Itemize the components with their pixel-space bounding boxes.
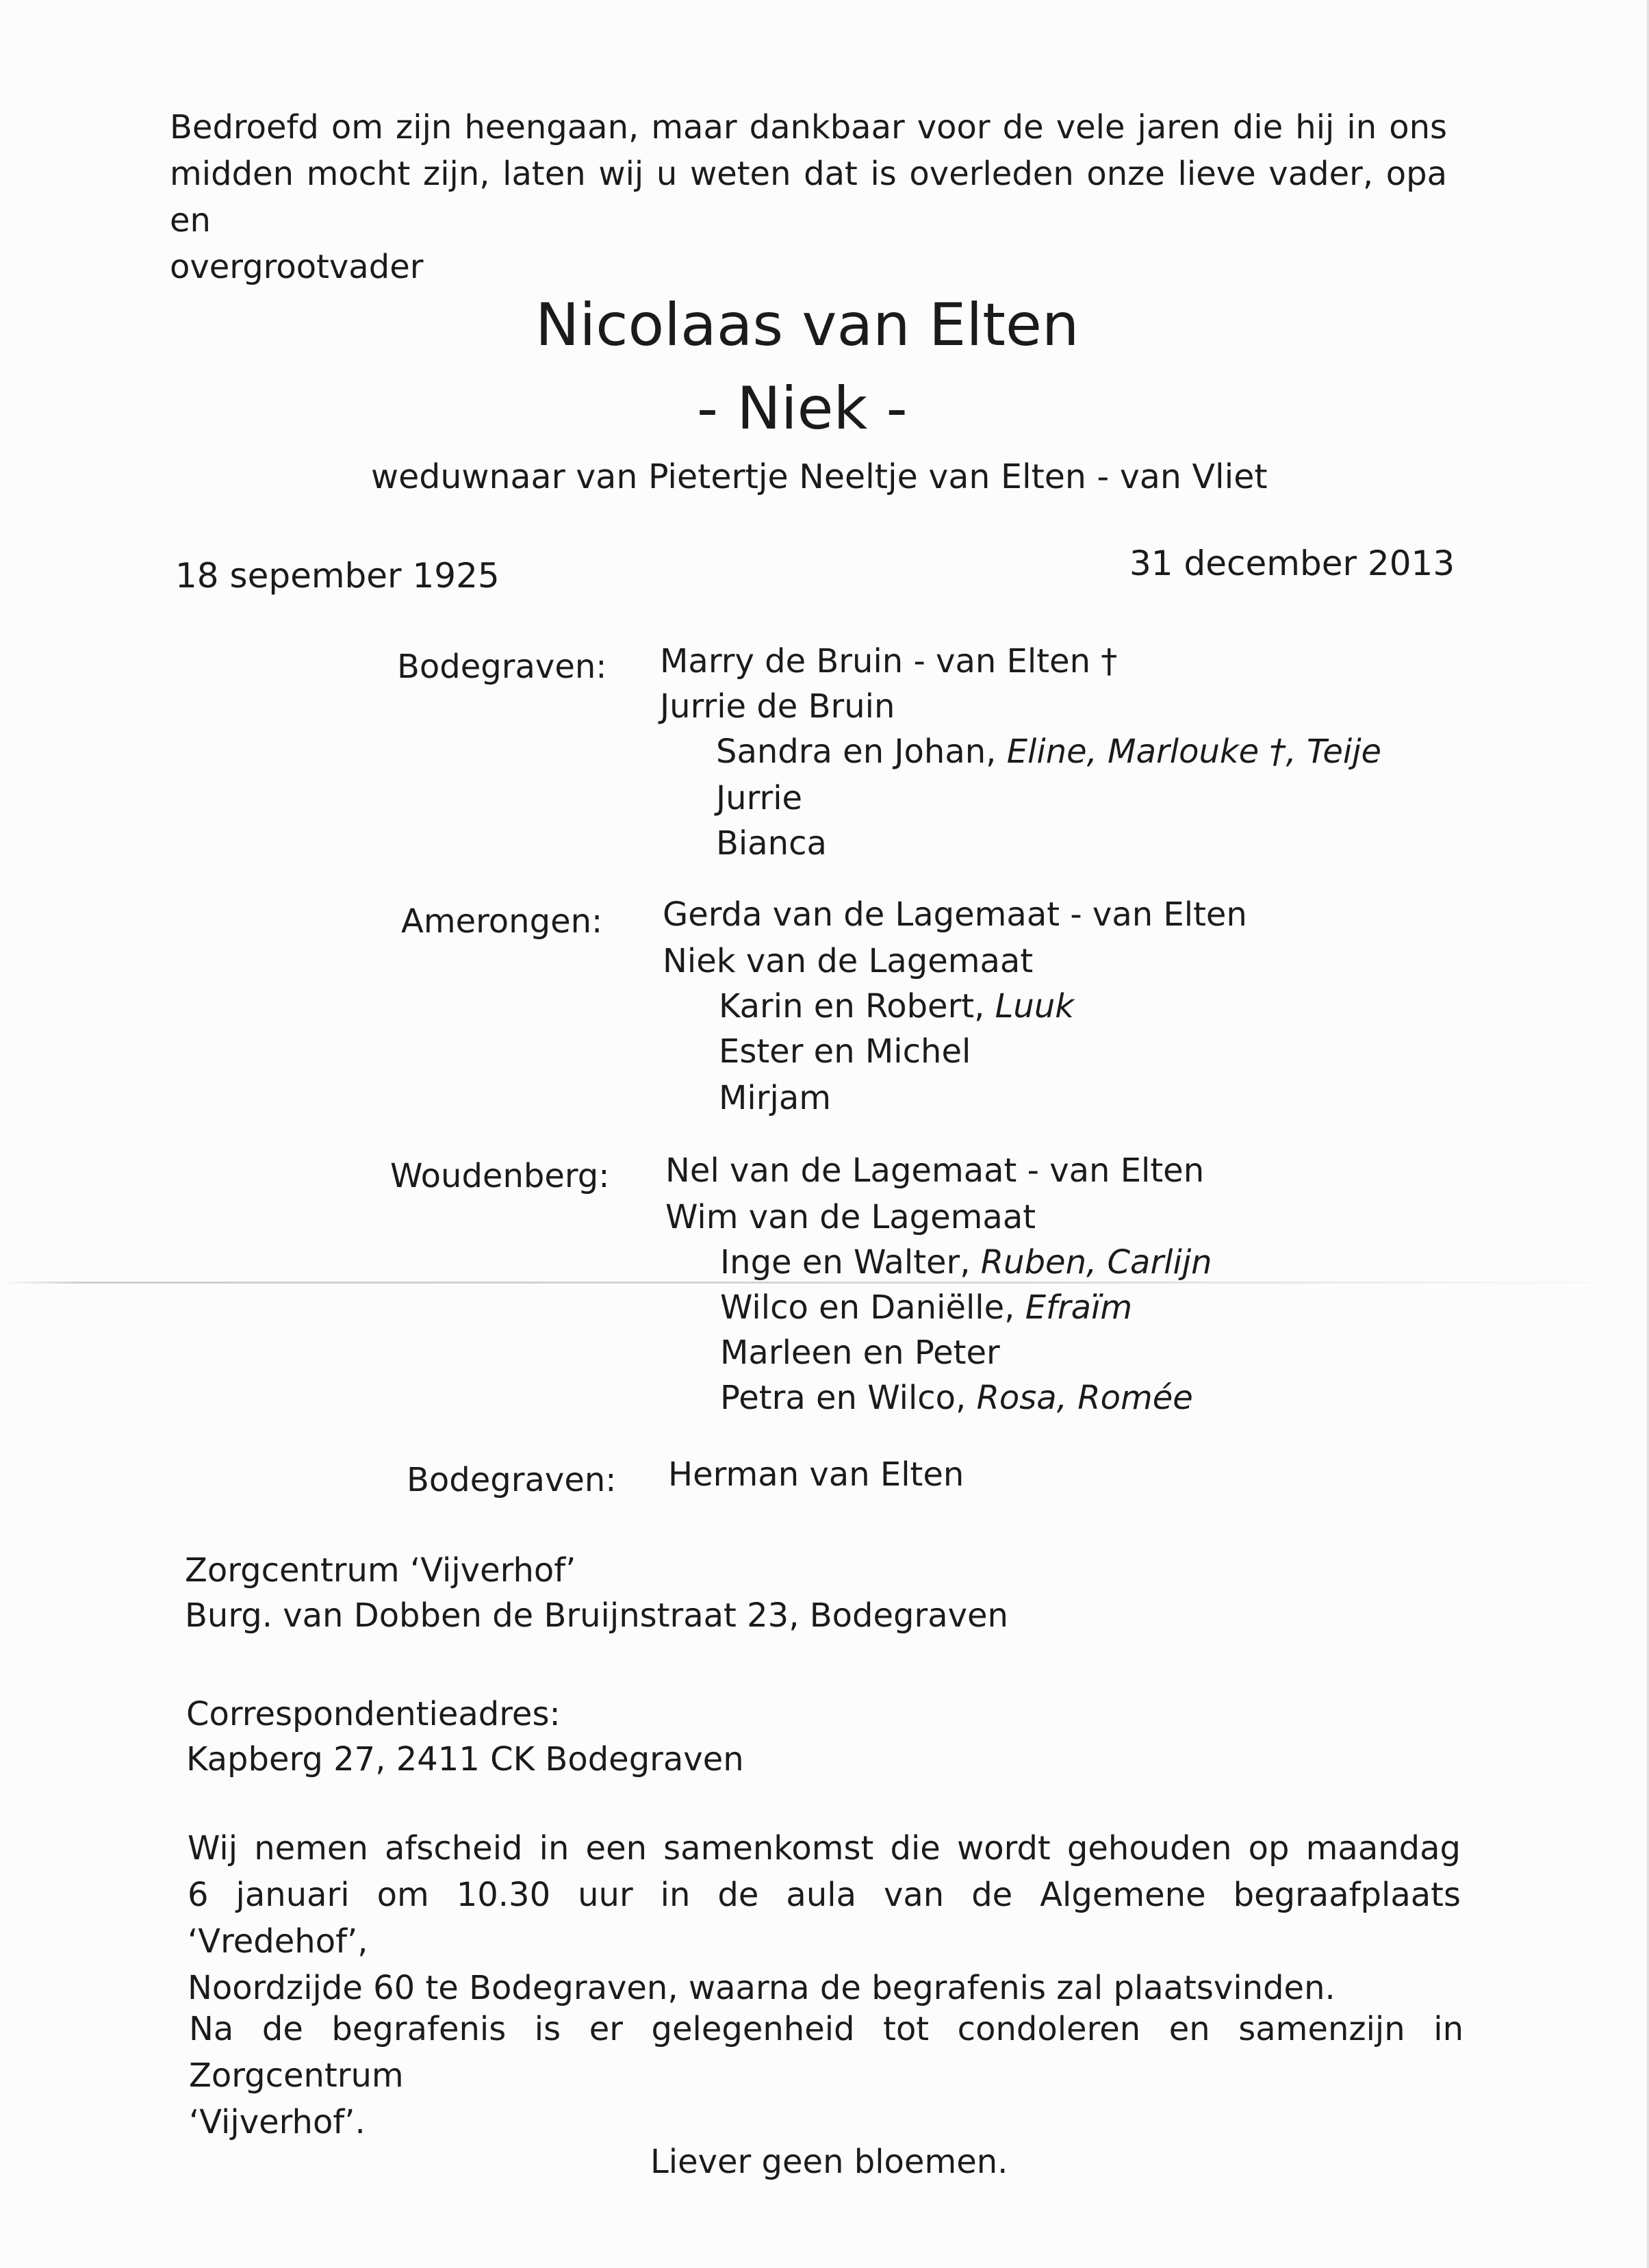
family-parent: Jurrie de Bruin [660, 687, 895, 726]
intro-line: overgrootvader [170, 248, 424, 286]
grandchildren: Ruben, Carlijn [980, 1243, 1212, 1282]
family-child [720, 1288, 1133, 1327]
child-names: Wilco en Daniëlle, [720, 1288, 1015, 1327]
family-parent: Gerda van de Lagemaat - van Elten [663, 895, 1247, 934]
grandchildren: Eline, Marlouke †, Teije [1006, 732, 1382, 771]
condolence-line: Na de begrafenis is er gelegenheid tot condoleren en samenzijn in Zorgcentrum [189, 2010, 1463, 2095]
family-parent: Nel van de Lagemaat - van Elten [665, 1151, 1205, 1190]
deceased-name: Nicolaas van Elten [535, 291, 1079, 359]
family-child: Mirjam [719, 1079, 831, 1117]
condolence-line: ‘Vijverhof’. [189, 2103, 366, 2141]
location-name: Zorgcentrum ‘Vijverhof’ [185, 1551, 576, 1590]
family-child: Jurrie [716, 779, 803, 817]
grandchildren: Rosa, Romée [976, 1379, 1193, 1417]
ceremony-line: 6 januari om 10.30 uur in de aula van de Algemene begraafplaats ‘Vredehof’, [188, 1876, 1461, 1961]
family-place: Woudenberg: [390, 1157, 610, 1195]
family-place: Amerongen: [401, 902, 603, 941]
paper-edge [1646, 0, 1649, 2268]
closing-note: Liever geen bloemen. [650, 2143, 1008, 2181]
child-names: Sandra en Johan, [716, 732, 997, 771]
family-place: Bodegraven: [407, 1461, 617, 1499]
family-parent: Marry de Bruin - van Elten † [660, 642, 1118, 680]
ceremony-paragraph [188, 1825, 1461, 2011]
family-parent: Niek van de Lagemaat [663, 942, 1034, 980]
death-date: 31 december 2013 [1129, 544, 1455, 583]
correspondence-label: Correspondentieadres: [186, 1695, 561, 1733]
family-child: Bianca [716, 824, 827, 863]
family-child [720, 1243, 1212, 1282]
paper-fold-line [0, 1282, 1649, 1284]
child-names: Karin en Robert, [719, 987, 985, 1025]
family-place: Bodegraven: [397, 648, 607, 686]
ceremony-line: Noordzijde 60 te Bodegraven, waarna de begrafenis zal plaatsvinden. [188, 1969, 1335, 2007]
birth-date: 18 sepember 1925 [175, 556, 500, 596]
grandchildren: Luuk [995, 987, 1075, 1025]
location-address: Burg. van Dobben de Bruijnstraat 23, Bodegraven [185, 1596, 1008, 1635]
deceased-nickname: - Niek - [697, 374, 908, 443]
ceremony-line: Wij nemen afscheid in een samenkomst die wordt gehouden op maandag [188, 1829, 1461, 1868]
family-child [720, 1379, 1193, 1417]
condolence-paragraph [189, 2006, 1463, 2145]
intro-line: Bedroefd om zijn heengaan, maar dankbaar voor de vele jaren die hij in ons [170, 108, 1447, 146]
intro-paragraph [170, 104, 1447, 290]
family-child [716, 732, 1382, 771]
intro-line: midden mocht zijn, laten wij u weten dat is overleden onze lieve vader, opa en [170, 155, 1447, 240]
correspondence-address: Kapberg 27, 2411 CK Bodegraven [186, 1740, 744, 1779]
child-names: Petra en Wilco, [720, 1379, 967, 1417]
family-child: Ester en Michel [719, 1032, 971, 1071]
family-child [719, 987, 1075, 1025]
family-parent: Herman van Elten [668, 1455, 964, 1494]
widower-line: weduwnaar van Pietertje Neeltje van Elten - van Vliet [371, 457, 1268, 496]
family-child: Marleen en Peter [720, 1334, 1000, 1372]
child-names: Inge en Walter, [720, 1243, 971, 1282]
family-parent: Wim van de Lagemaat [665, 1198, 1036, 1236]
grandchildren: Efraïm [1025, 1288, 1133, 1327]
